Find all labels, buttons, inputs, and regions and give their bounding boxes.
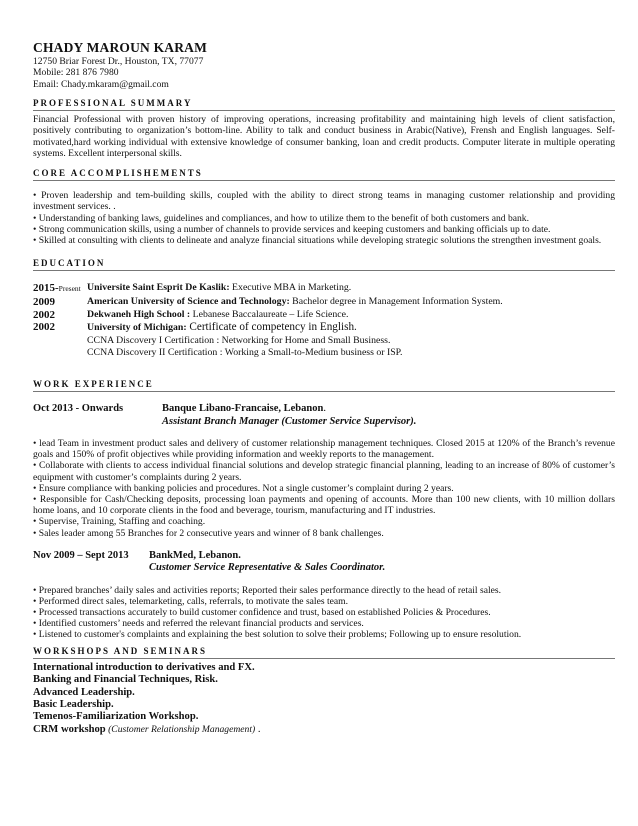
workshop-item: International introduction to derivatives and FX. xyxy=(33,661,255,673)
certificate-text: CCNA Discovery II Certification : Working a Small-to-Medium business or ISP. xyxy=(87,347,403,359)
job-bullet: • Collaborate with clients to access individual financial solutions and develop strategic financial planning, leading to an increase of 80% of customer’s equipment with customer’s complaints during 2 years. xyxy=(33,460,615,483)
company-name: Banque Libano-Francaise, Lebanon xyxy=(162,403,324,415)
job-bullet: • Prepared branches’ daily sales and activities reports; Reported their sales performance directly to the head of retail sales. xyxy=(33,584,502,596)
school-name: Universite Saint Esprit De Kaslik: xyxy=(87,282,230,294)
summary-heading: PROFESSIONAL SUMMARY xyxy=(33,98,615,111)
resume-page xyxy=(33,40,615,736)
education-row xyxy=(33,309,615,322)
education-row xyxy=(33,282,615,296)
job-bullet: • Responsible for Cash/Checking deposits, processing loan payments and opening of accounts. More than 100 new clients, with 10 million dollars home loans, and 10 corporate clients in the food and beverage, tourism, manufacturing and IT industries. xyxy=(33,493,615,517)
workshop-item: Advanced Leadership. xyxy=(33,686,135,698)
workshop-item: Banking and Financial Techniques, Risk. xyxy=(33,674,218,686)
mobile-line: Mobile: 281 876 7980 xyxy=(33,67,119,79)
education-year: 2009 xyxy=(33,295,55,308)
job-bullet: • Listened to customer's complaints and explaining the best solution to solve their problems; Following up to ensure resolution. xyxy=(33,629,522,641)
certificate-row xyxy=(33,335,615,348)
accomplishments-heading: CORE ACCOMPLISHEMENTS xyxy=(33,168,615,181)
workshop-item: Temenos-Familiarization Workshop. xyxy=(33,711,199,723)
email-line: Email: Chady.mkaram@gmail.com xyxy=(33,78,169,90)
contact-block xyxy=(33,56,615,90)
accomplishment-item: • Skilled at consulting with clients to delineate and analyze financial situations while developing strategic solutions the strengthen investment goals. xyxy=(33,234,602,246)
workshops-heading: WORKSHOPS AND SEMINARS xyxy=(33,646,615,659)
job-header: Oct 2013 - Onwards Banque Libano-Francaise, Lebanon. xyxy=(33,403,326,415)
education-row xyxy=(33,321,615,335)
job-dates: Oct 2013 - Onwards xyxy=(33,403,124,415)
accomplishment-item: • Strong communication skills, using a number of channels to provide services and keeping customers and banking officials up to date. xyxy=(33,223,551,235)
education-year: 2002 xyxy=(33,321,55,334)
education-row xyxy=(33,296,615,309)
school-name: University of Michigan: xyxy=(87,322,187,334)
job-bullet: • Sales leader among 55 Branches for 2 consecutive years and winner of 8 bank challenges. xyxy=(33,527,384,539)
workshop-item: Basic Leadership. xyxy=(33,698,114,710)
workshop-item: CRM workshop (Customer Relationship Management) . xyxy=(33,723,261,735)
education-year: 2002 xyxy=(33,308,55,321)
job-bullet: • Supervise, Training, Staffing and coaching. xyxy=(33,516,206,528)
company-name: BankMed, Lebanon. xyxy=(149,549,241,561)
accomplishment-item: • Proven leadership and tem-building skills, coupled with the ability to direct strong teams in managing customer relationship and providing investment services. . xyxy=(33,190,615,213)
degree-detail: Certificate of competency in English. xyxy=(186,321,357,334)
summary-text: Financial Professional with proven history of improving operations, increasing profitability and maintaining high levels of client satisfaction, positively contributing to organization’s bottom-line. Ability to talk and conduct business in Arabic(Native), Frensh and English languages. Self-motivated,hard working individual with extensive knowledge of consumer banking, loan and credit products. Computer literate in multiple operating systems. Excellent interpersonal skills. xyxy=(33,114,615,159)
job-bullet: • lead Team in investment product sales and delivery of customer relationship management techniques. Closed 2015 at 120% of the Branch’s revenue goals and 150% of profit objectives while providing information and weekly reports to the management. xyxy=(33,437,615,461)
job-header xyxy=(33,550,615,562)
degree-detail: Lebanese Baccalaureate – Life Science. xyxy=(190,308,349,320)
job-bullet: • Performed direct sales, telemarketing, calls, referrals, to motivate the sales team. xyxy=(33,595,349,607)
certificate-text: CCNA Discovery I Certification : Networking for Home and Small Business. xyxy=(87,334,391,346)
experience-heading: WORK EXPERIENCE xyxy=(33,379,615,392)
address-line: 12750 Briar Forest Dr., Houston, TX, 77077 xyxy=(33,56,204,67)
job-title: Assistant Branch Manager (Customer Service Supervisor). xyxy=(162,415,417,427)
school-name: Dekwaneh High School : xyxy=(87,308,191,320)
candidate-name: CHADY MAROUN KARAM xyxy=(33,40,208,55)
degree-detail: Executive MBA in Marketing. xyxy=(229,282,352,294)
education-heading: EDUCATION xyxy=(33,258,615,271)
job-bullet: • Ensure compliance with banking policies and procedures. Not a single customer’s complaint during 2 years. xyxy=(33,482,454,494)
degree-detail: Bachelor degree in Management Information System. xyxy=(289,295,503,307)
job-bullet: • Identified customers’ needs and referred the relevant financial products and services. xyxy=(33,618,364,630)
job-dates: Nov 2009 – Sept 2013 xyxy=(33,549,129,561)
job-title: Customer Service Representative & Sales Coordinator. xyxy=(149,562,386,574)
education-year: 2015-Present xyxy=(33,282,81,295)
job-bullet: • Processed transactions accurately to build customer confidence and trust, based on established Policies & Procedures. xyxy=(33,606,491,618)
accomplishment-item: • Understanding of banking laws, guidelines and compliances, and how to utilize them to the benefit of both customers and bank. xyxy=(33,212,529,224)
certificate-row xyxy=(33,347,615,360)
school-name: American University of Science and Technology: xyxy=(87,295,290,307)
